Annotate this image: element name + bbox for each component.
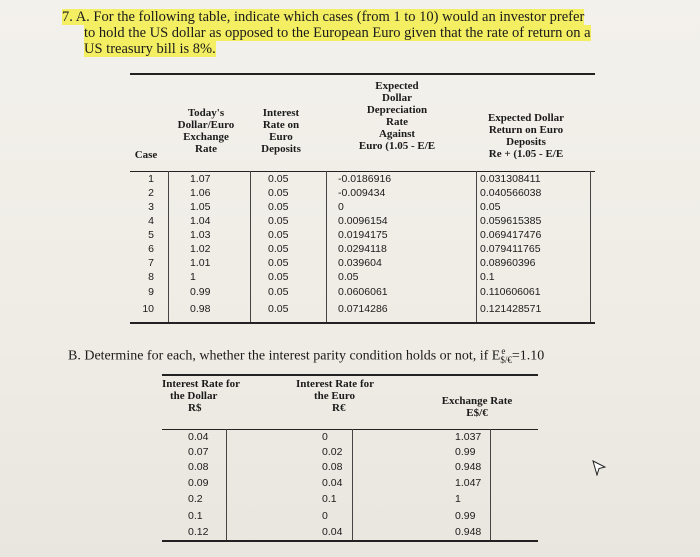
table-a-rate: 1.02 bbox=[190, 243, 211, 255]
table-a-case: 8 bbox=[148, 271, 154, 283]
table-a-return: 0.1 bbox=[480, 271, 495, 283]
table-a-return: 0.121428571 bbox=[480, 303, 542, 315]
table-b-exchange: 1.037 bbox=[455, 431, 482, 443]
table-a-return: 0.05 bbox=[480, 201, 501, 213]
table-b-exchange: 0.948 bbox=[455, 461, 482, 473]
table-b-euro: 0.02 bbox=[322, 446, 343, 458]
table-a-header-rule bbox=[130, 171, 595, 172]
col-sep bbox=[226, 429, 227, 540]
table-a-interest: 0.05 bbox=[268, 286, 289, 298]
table-b-top-rule bbox=[162, 374, 538, 376]
table-b-exchange: 1.047 bbox=[455, 477, 482, 489]
table-a-rate: 1.04 bbox=[190, 215, 211, 227]
table-b-exchange: 0.948 bbox=[455, 526, 482, 538]
table-a-depreciation: 0.0606061 bbox=[338, 286, 388, 298]
table-a-depreciation: 0.0194175 bbox=[338, 229, 388, 241]
question-a-line-2: to hold the US dollar as opposed to the European Euro given that the rate of return on a bbox=[84, 25, 591, 41]
table-a-interest: 0.05 bbox=[268, 187, 289, 199]
table-b-dollar: 0.2 bbox=[188, 493, 203, 505]
table-a-return: 0.08960396 bbox=[480, 257, 536, 269]
table-b-dollar: 0.12 bbox=[188, 526, 209, 538]
question-b: B. Determine for each, whether the interest parity condition holds or not, if $E^e_{\$/€}=1.10$ bbox=[68, 346, 545, 366]
header-euro-rate: Interest Rate for the Euro R€ bbox=[296, 378, 374, 414]
table-a-rate: 1.01 bbox=[190, 257, 211, 269]
table-a-case: 3 bbox=[148, 201, 154, 213]
table-b-header-rule bbox=[162, 429, 538, 430]
header-expected-return: Expected Dollar Return on Euro Deposits Re + (1.05 - E/E bbox=[487, 112, 565, 160]
header-dollar-rate: Interest Rate for the Dollar R$ bbox=[162, 378, 240, 414]
table-a-case: 9 bbox=[148, 286, 154, 298]
table-b-exchange: 0.99 bbox=[455, 510, 476, 522]
col-sep bbox=[490, 429, 491, 540]
table-a-interest: 0.05 bbox=[268, 271, 289, 283]
table-a-case: 10 bbox=[142, 303, 154, 315]
table-a-return: 0.059615385 bbox=[480, 215, 542, 227]
table-a-case: 5 bbox=[148, 229, 154, 241]
table-a-rate: 0.98 bbox=[190, 303, 211, 315]
table-a-rate: 1.06 bbox=[190, 187, 211, 199]
table-a-depreciation: 0.0294118 bbox=[338, 243, 387, 255]
table-a-bottom-rule bbox=[130, 322, 595, 324]
table-b-dollar: 0.09 bbox=[188, 477, 209, 489]
table-a-case: 2 bbox=[148, 187, 154, 199]
table-a-depreciation: -0.0186916 bbox=[338, 173, 392, 185]
table-a-rate: 0.99 bbox=[190, 286, 211, 298]
table-b-euro: 0.1 bbox=[322, 493, 337, 505]
table-a-rate: 1.03 bbox=[190, 229, 211, 241]
col-sep bbox=[476, 171, 477, 322]
table-a-depreciation: 0 bbox=[338, 201, 344, 213]
table-b-euro: 0.04 bbox=[322, 526, 343, 538]
table-a-return: 0.040566038 bbox=[480, 187, 542, 199]
header-depreciation: Expected Dollar Depreciation Rate Against Euro (1.05 - E/E bbox=[358, 80, 436, 152]
col-sep bbox=[590, 171, 591, 322]
table-a-interest: 0.05 bbox=[268, 257, 289, 269]
header-interest-rate: Interest Rate on Euro Deposits bbox=[261, 107, 301, 155]
col-sep bbox=[168, 171, 169, 322]
table-b-euro: 0.08 bbox=[322, 461, 343, 473]
table-a-interest: 0.05 bbox=[268, 229, 289, 241]
table-b-bottom-rule bbox=[162, 540, 538, 542]
table-a-top-rule bbox=[130, 73, 595, 75]
table-a-depreciation: 0.05 bbox=[338, 271, 359, 283]
table-a-depreciation: 0.0714286 bbox=[338, 303, 388, 315]
table-b-dollar: 0.07 bbox=[188, 446, 209, 458]
col-sep bbox=[326, 171, 327, 322]
table-a-rate: 1.05 bbox=[190, 201, 211, 213]
table-a-interest: 0.05 bbox=[268, 243, 289, 255]
header-exchange-rate: Today's Dollar/Euro Exchange Rate bbox=[177, 107, 235, 155]
table-a-depreciation: 0.0096154 bbox=[338, 215, 388, 227]
question-a-line-1: 7. A. For the following table, indicate which cases (from 1 to 10) would an investor prefer bbox=[62, 9, 585, 25]
header-exchange: Exchange Rate E$/€ bbox=[441, 395, 513, 419]
table-a-interest: 0.05 bbox=[268, 173, 289, 185]
table-a-case: 4 bbox=[148, 215, 154, 227]
table-b-dollar: 0.04 bbox=[188, 431, 209, 443]
header-case: Case bbox=[134, 149, 158, 161]
table-b-euro: 0.04 bbox=[322, 477, 343, 489]
table-a-interest: 0.05 bbox=[268, 215, 289, 227]
table-a-interest: 0.05 bbox=[268, 303, 289, 315]
table-b-dollar: 0.1 bbox=[188, 510, 203, 522]
table-a-case: 6 bbox=[148, 243, 154, 255]
mouse-cursor-icon bbox=[592, 460, 606, 481]
table-a-rate: 1.07 bbox=[190, 173, 211, 185]
table-a-depreciation: 0.039604 bbox=[338, 257, 382, 269]
table-b-exchange: 0.99 bbox=[455, 446, 476, 458]
col-sep bbox=[352, 429, 353, 540]
question-a-line-3: US treasury bill is 8%. bbox=[84, 41, 216, 57]
table-a-depreciation: -0.009434 bbox=[338, 187, 386, 199]
table-a-interest: 0.05 bbox=[268, 201, 289, 213]
table-a-return: 0.031308411 bbox=[480, 173, 541, 185]
col-sep bbox=[250, 171, 251, 322]
table-b-dollar: 0.08 bbox=[188, 461, 209, 473]
table-b-euro: 0 bbox=[322, 510, 328, 522]
table-a-return: 0.079411765 bbox=[480, 243, 541, 255]
table-a-return: 0.069417476 bbox=[480, 229, 542, 241]
table-a-rate: 1 bbox=[190, 271, 196, 283]
table-a-case: 1 bbox=[148, 173, 154, 185]
table-a-case: 7 bbox=[148, 257, 154, 269]
table-b-exchange: 1 bbox=[455, 493, 461, 505]
table-b-euro: 0 bbox=[322, 431, 328, 443]
table-a-return: 0.110606061 bbox=[480, 286, 541, 298]
